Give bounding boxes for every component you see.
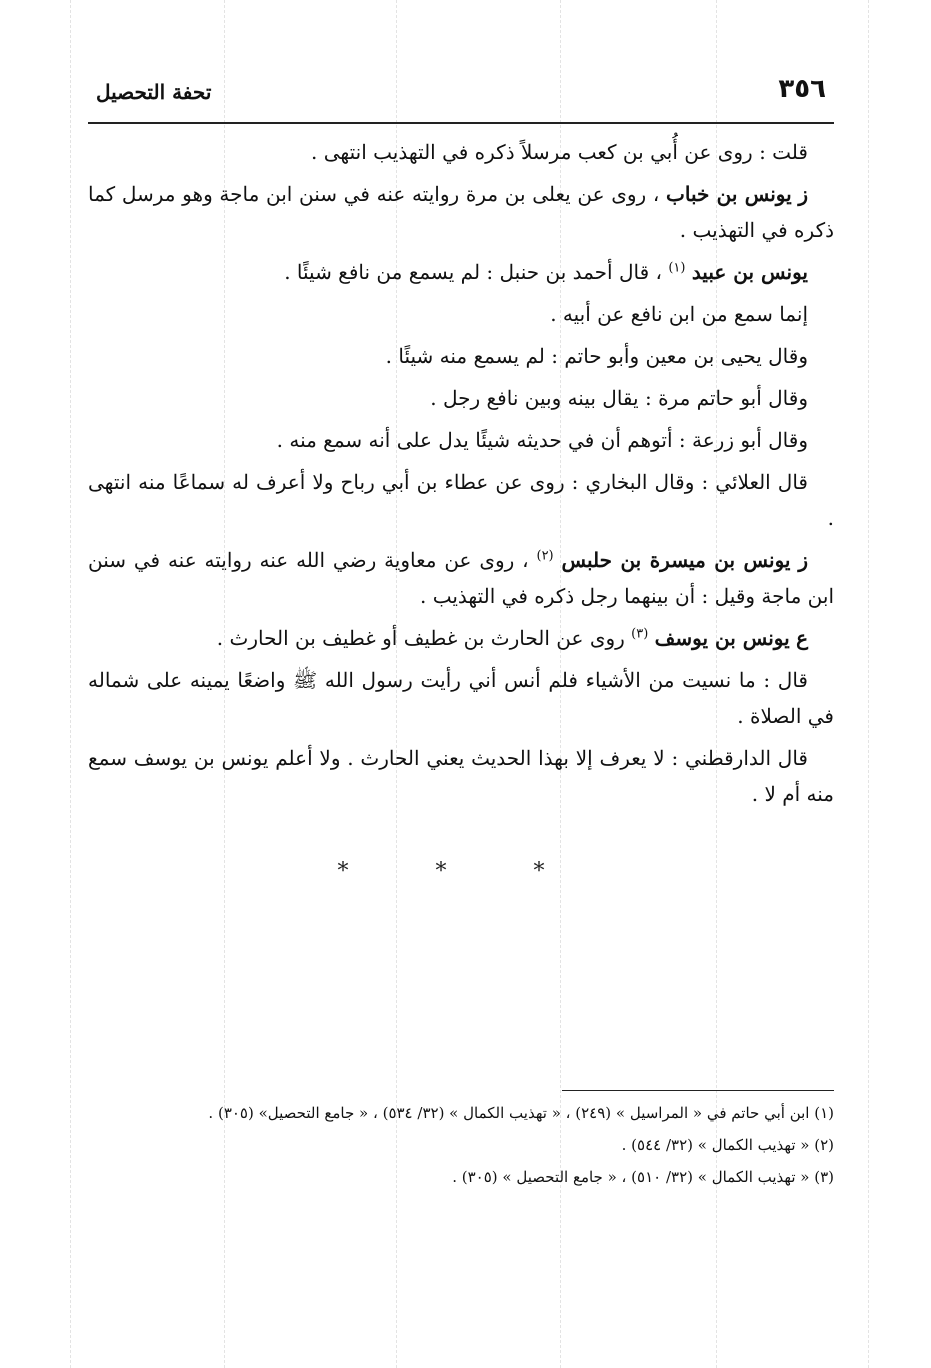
paragraph: قال الدارقطني : لا يعرف إلا بهذا الحديث يعني الحارث . ولا أعلم يونس بن يوسف سمع منه أم لا .: [88, 746, 834, 806]
entry-marker: ع: [796, 626, 808, 650]
entry-marker: ز: [798, 548, 809, 572]
footnote-ref: (٢): [536, 548, 554, 564]
footnote-ref: (١): [668, 260, 686, 276]
section-separator: * * *: [337, 859, 585, 884]
page-number: ٣٥٦: [778, 74, 826, 104]
footnotes: [88, 1098, 834, 1194]
footnote-area: [88, 0, 834, 1368]
paragraph: وقال يحيى بن معين وأبو حاتم : لم يسمع منه شيئًا .: [385, 344, 808, 368]
footnote-rule: [562, 1090, 834, 1091]
entry-text: ، قال أحمد بن حنبل : لم يسمع من نافع شيئًا .: [284, 260, 662, 284]
entry-marker: ز: [798, 182, 809, 206]
narrator-name: يونس بن ميسرة بن حلبس: [561, 548, 791, 572]
narrator-name: يونس بن يوسف: [654, 626, 790, 650]
scan-guide-line: [70, 0, 71, 1368]
scan-guide-line: [868, 0, 869, 1368]
paragraph: وقال أبو حاتم مرة : يقال بينه وبين نافع رجل .: [430, 386, 808, 410]
footnote: (٢) « تهذيب الكمال » (٣٢/ ٥٤٤) .: [621, 1136, 834, 1154]
entry-text: ، روى عن يعلى بن مرة روايته عنه في سنن ابن ماجة وهو مرسل كما ذكره في التهذيب .: [88, 182, 834, 242]
narrator-name: يونس بن عبيد: [691, 260, 808, 284]
narrator-name: يونس بن خباب: [666, 182, 792, 206]
entry-text: روى عن الحارث بن غطيف أو غطيف بن الحارث .: [216, 626, 625, 650]
paragraph: قلت : روى عن أُبي بن كعب مرسلاً ذكره في التهذيب انتهى .: [311, 140, 808, 164]
paragraph: إنما سمع من ابن نافع عن أبيه .: [550, 302, 808, 326]
footnote: (٣) « تهذيب الكمال » (٣٢/ ٥١٠) ، « جامع التحصيل » (٣٠٥) .: [452, 1168, 834, 1186]
footnote: (١) ابن أبي حاتم في « المراسيل » (٢٤٩) ، « تهذيب الكمال » (٣٢/ ٥٣٤) ، « جامع التحصيل» (٣٠٥) .: [208, 1104, 834, 1122]
paragraph: وقال أبو زرعة : أتوهم أن في حديثه شيئًا يدل على أنه سمع منه .: [276, 428, 808, 452]
paragraph: قال العلائي : وقال البخاري : روى عن عطاء بن أبي رباح ولا أعرف له سماعًا منه انتهى .: [88, 470, 834, 530]
running-title: تحفة التحصيل: [96, 80, 212, 104]
footnote-ref: (٣): [631, 626, 649, 642]
paragraph: قال : ما نسيت من الأشياء فلم أنس أني رأيت رسول الله ﷺ واضعًا يمينه على شماله في الصلاة .: [88, 668, 834, 728]
entry-text: ، روى عن معاوية رضي الله عنه روايته عنه في سنن ابن ماجة وقيل : أن بينهما رجل ذكره في التهذيب .: [88, 548, 834, 608]
